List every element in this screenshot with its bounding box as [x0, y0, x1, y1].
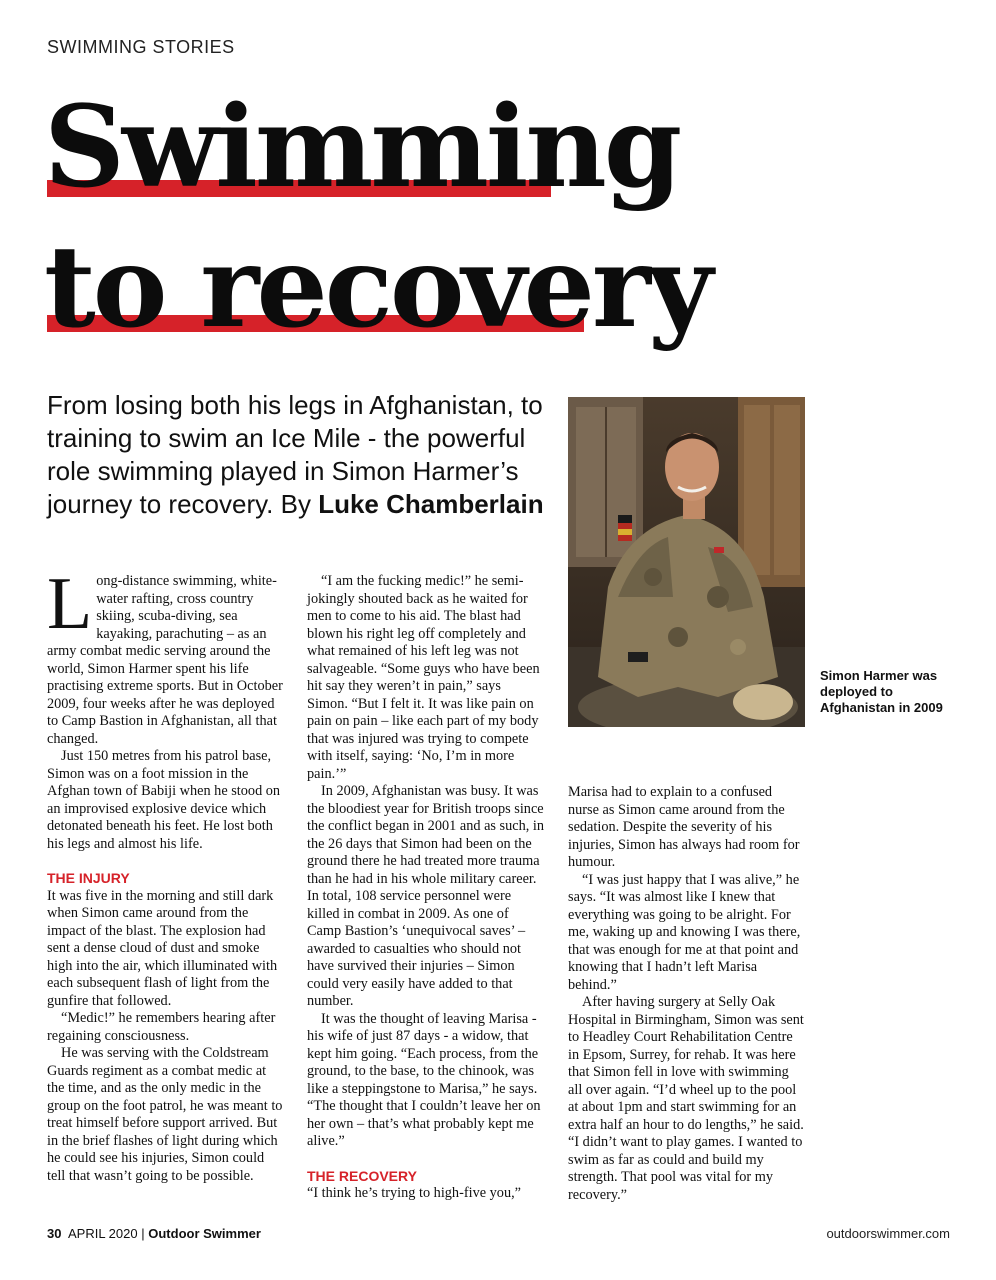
author-name: Luke Chamberlain: [318, 489, 544, 519]
footer-website[interactable]: outdoorswimmer.com: [826, 1226, 950, 1241]
page-number: 30: [47, 1226, 62, 1241]
soldier-photo-illustration: [568, 397, 805, 727]
paragraph: “Medic!” he remembers hearing after regaining consciousness.: [47, 1010, 276, 1044]
issue-date: APRIL 2020: [67, 1226, 138, 1241]
photo-caption: Simon Harmer was deployed to Afghanistan in 2009: [820, 668, 943, 715]
paragraph: “I was just happy that I was alive,” he says. “It was almost like I knew that everything was going to be alright. For me, waking up and knowing I was there, that was enough for me at that point and knowing that I hadn’t left Marisa behind.”: [568, 871, 801, 993]
article-column-3: [568, 784, 806, 1204]
paragraph: After having surgery at Selly Oak Hospital in Birmingham, Simon was sent to Headley Court Rehabilitation Centre in Epsom, Surrey, for rehab. It was here that Simon fell in love with swimming all over again. “I’d wheel up to the pool at about 1pm and start swimming for an extra half an hour to do lengths,” he said. “I didn’t want to play games. I wanted to swim as far as could and build my strength. That pool was vital for my recovery.”: [568, 994, 804, 1203]
paragraph: In 2009, Afghanistan was busy. It was the bloodiest year for British troops since the conflict began in 2001 and as such, in the 26 days that Simon had been on the ground there he had treated more trauma than he had in his whole military career. In total, 108 service personnel were killed in combat in 2009. As one of Camp Bastion’s ‘unequivocal saves’ – awarded to casualties who should not have survived their injuries – Simon could very easily have added to that number.: [307, 783, 545, 1009]
section-label: SWIMMING STORIES: [47, 37, 235, 57]
article-title-line-1: Swimming: [44, 82, 680, 213]
article-column-1: [47, 563, 285, 1185]
magazine-name: Outdoor Swimmer: [148, 1226, 261, 1241]
footer-separator: |: [141, 1226, 145, 1241]
paragraph: Just 150 metres from his patrol base, Simon was on a foot mission in the Afghan town of Babiji when he stood on an improvised explosive device which detonated beneath his feet. He lost both his legs and almost his life.: [47, 748, 281, 852]
paragraph: “I think he’s trying to high-five you,”: [307, 1185, 522, 1201]
article-photo: [568, 397, 805, 727]
drop-cap: L: [47, 563, 93, 645]
paragraph: He was serving with the Coldstream Guards regiment as a combat medic at the time, and as the only medic in the group on the foot patrol, he was meant to treat himself before support arrived. But in the brief flashes of light during which he could see his injuries, Simon could tell that wasn’t going to be possible.: [47, 1045, 283, 1184]
paragraph: Marisa had to explain to a confused nurse as Simon came around from the sedation. Despite the severity of his injuries, Simon has always had room for humour.: [568, 784, 800, 870]
paragraph: It was the thought of leaving Marisa - his wife of just 87 days - a widow, that kept him going. “Each process, from the ground, to the base, to the chinook, was like a steppingstone to Marisa,” he says. “The thought that I couldn’t leave her on her own – that’s what probably kept me alive.”: [307, 1010, 541, 1149]
article-title-line-2: to recovery: [44, 222, 711, 353]
paragraph: [47, 563, 285, 748]
subheading-the-injury: THE INJURY: [47, 870, 130, 886]
paragraph-text: ong-distance swimming, white-water rafting, cross country skiing, scuba-diving, sea kayaking, parachuting – as an army combat medic serving around the world, Simon Harmer spent his life practising extreme sports. But in October 2009, four weeks after he was deployed to Camp Bastion in Afghanistan, all that changed.: [47, 573, 283, 747]
standfirst: [47, 389, 547, 521]
paragraph: It was five in the morning and still dark when Simon came around from the impact of the blast. The explosion had sent a dense cloud of dust and smoke high into the air, which illuminated with each subsequent flash of light from the gunfire that followed.: [47, 887, 278, 1009]
subheading-the-recovery: THE RECOVERY: [307, 1167, 417, 1184]
paragraph: “I am the fucking medic!” he semi-jokingly shouted back as he waited for men to come to his aid. The blast had blown his right leg off completely and what remained of his left leg was not salvageable. “Some guys who have been hit say they weren’t in pain,” says Simon. “But I felt it. It was like pain on pain on pain – like each part of my body that was injured was trying to compete with itself, saying: ‘No, I’m in more pain.’”: [307, 573, 540, 782]
footer-folio: [47, 1226, 261, 1241]
standfirst-text: From losing both his legs in Afghanistan, to training to swim an Ice Mile - the powerful role swimming played in Simon Harmer’s journey to recovery. By: [47, 390, 543, 519]
article-column-2: [307, 573, 545, 1203]
